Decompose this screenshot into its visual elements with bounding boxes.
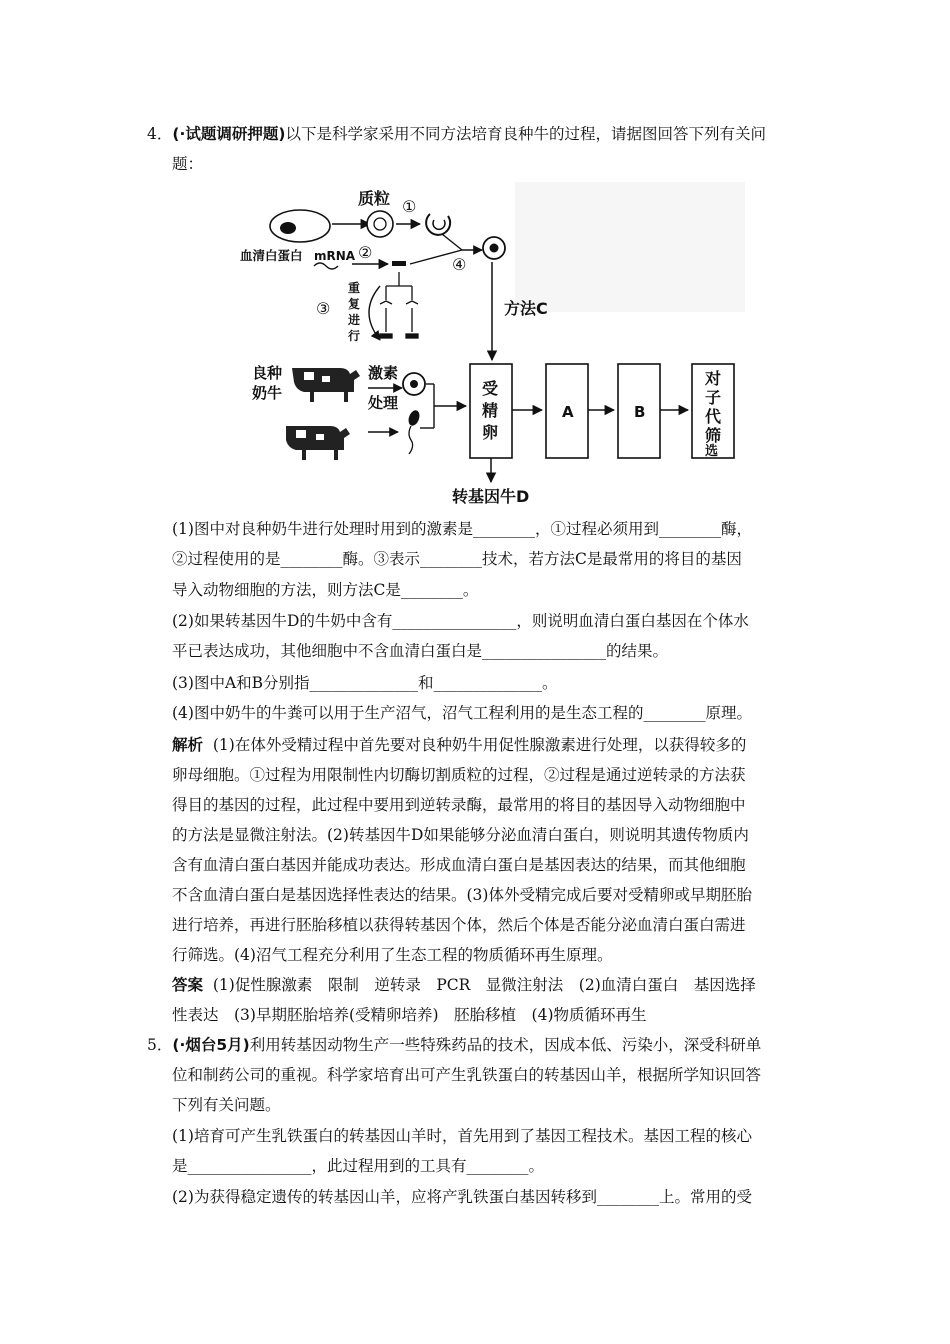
q5-sub1-line1: (1)培育可产生乳铁蛋白的转基因山羊时，首先用到了基因工程技术。基因工程的核心 (172, 1127, 752, 1145)
label-step1: ① (402, 197, 417, 216)
q5-sub2-line1: (2)为获得稳定遗传的转基因山羊，应将产乳铁蛋白基因转移到________上。常用的受 (172, 1188, 752, 1206)
donor-cell-icon (270, 210, 330, 242)
q4-stem-line2: 题： (172, 155, 204, 173)
mrna-strand-icon (314, 263, 338, 269)
q5-source: (·烟台5月) (172, 1036, 250, 1054)
q5-stem-line2: 位和制药公司的重视。科学家培育出可产生乳铁蛋白的转基因山羊，根据所学知识回答 (172, 1066, 762, 1084)
label-repeat-4: 行 (348, 329, 361, 343)
analysis-line4: 的方法是显微注射法。(2)转基因牛D如果能够分泌血清白蛋白，则说明其遗传物质内 (172, 826, 749, 844)
analysis-line2: 卵母细胞。①过程为用限制性内切酶切割质粒的过程，②过程是通过逆转录的方法获 (172, 766, 746, 784)
label-repeat-3: 进 (348, 313, 361, 327)
cow-icon-female (292, 368, 360, 402)
q5-stem-line1 (147, 1035, 761, 1055)
q4-sub2-line2: 平已表达成功，其他细胞中不含血清白蛋白是________________的结果。 (172, 642, 669, 660)
egg-cell-icon (403, 373, 425, 395)
label-elite-cow-1: 良种 (252, 364, 283, 382)
answer-line1 (172, 975, 756, 995)
label-zygote-1: 受 (482, 379, 499, 398)
analysis-line3: 得目的基因的过程，此过程中要用到逆转录酶，最常用的将目的基因导入动物细胞中 (172, 796, 746, 814)
label-plasmid: 质粒 (358, 189, 391, 208)
analysis-line6: 不含血清白蛋白是基因选择性表达的结果。(3)体外受精完成后要对受精卵或早期胚胎 (172, 886, 752, 904)
q4-sub1-line2: ②过程使用的是________酶。③表示________技术，若方法C是最常用的将目的基因 (172, 550, 742, 568)
q4-sub4: (4)图中奶牛的牛粪可以用于生产沼气，沼气工程利用的是生态工程的________原理。 (172, 704, 752, 722)
label-mrna: mRNA (314, 249, 356, 263)
label-transgenic-cow: 转基因牛D (452, 487, 530, 506)
q4-sub1-line3: 导入动物细胞的方法，则方法C是________。 (172, 581, 479, 599)
q5-stem-text: 利用转基因动物生产一些特殊药品的技术，因成本低、污染小，深受科研单 (249, 1036, 762, 1054)
q4-stem-text: 以下是科学家采用不同方法培育良种牛的过程，请据图回答下列有关问 (285, 125, 766, 143)
label-box-a: A (562, 403, 574, 421)
q4-sub1-line1: (1)图中对良种奶牛进行处理时用到的激素是________，①过程必须用到________酶， (172, 520, 752, 538)
target-gene-icon (392, 261, 406, 266)
faded-background (515, 182, 745, 312)
label-zygote-3: 卵 (482, 423, 499, 442)
label-serum-albumin: 血清白蛋白 (240, 248, 303, 263)
label-treatment: 处理 (368, 394, 399, 412)
label-hormone: 激素 (368, 364, 399, 382)
q4-sub3: (3)图中A和B分别指______________和______________。 (172, 674, 558, 692)
label-box-b: B (634, 403, 646, 421)
cow-icon-male (286, 426, 350, 460)
label-zygote-2: 精 (482, 401, 499, 420)
label-offspring-4: 筛 (705, 426, 722, 445)
label-repeat-2: 复 (348, 297, 361, 311)
analysis-line1 (172, 735, 746, 755)
plasmid-icon (367, 211, 393, 237)
label-offspring-2: 子 (705, 388, 722, 407)
line-plasmid-to-joint (442, 234, 462, 250)
recombinant-plasmid-icon (483, 237, 505, 259)
analysis-label: 解析 (172, 736, 204, 754)
sperm-icon (407, 409, 422, 454)
q4-number: 4． (147, 125, 173, 143)
answer-text-1: (1)促性腺激素 限制 逆转录 PCR 显微注射法 (2)血清白蛋白 基因选择 (212, 976, 756, 994)
breeding-diagram (230, 182, 750, 512)
analysis-line5: 含有血清白蛋白基因并能成功表达。形成血清白蛋白是基因表达的结果，而其他细胞 (172, 856, 746, 874)
q4-stem-line1 (147, 124, 766, 144)
label-method-c: 方法C (504, 299, 548, 318)
repeat-cycle-arrow (369, 286, 380, 340)
label-step4: ④ (452, 255, 467, 274)
answer-line2: 性表达 (3)早期胚胎培养(受精卵培养) 胚胎移植 (4)物质循环再生 (172, 1006, 647, 1024)
label-elite-cow-2: 奶牛 (252, 384, 283, 402)
q5-stem-line3: 下列有关问题。 (172, 1096, 281, 1114)
analysis-line8: 行筛选。(4)沼气工程充分利用了生态工程的物质循环再生原理。 (172, 946, 613, 964)
q5-number: 5． (147, 1036, 173, 1054)
q4-sub2-line1: (2)如果转基因牛D的牛奶中含有________________，则说明血清白蛋白基因在个体水 (172, 612, 749, 630)
label-step2: ② (358, 243, 373, 262)
label-offspring-1: 对 (705, 369, 722, 388)
label-step3: ③ (316, 299, 331, 318)
pcr-branches-icon (380, 272, 418, 338)
label-offspring-3: 代 (705, 407, 722, 426)
label-repeat-1: 重 (348, 281, 361, 295)
answer-label: 答案 (172, 976, 204, 994)
analysis-line7: 进行培养，再进行胚胎移植以获得转基因个体，然后个体是否能分泌血清白蛋白需进 (172, 916, 746, 934)
q5-sub1-line2: 是________________，此过程用到的工具有________。 (172, 1157, 545, 1175)
cut-plasmid-icon (426, 214, 450, 235)
analysis-text-1: (1)在体外受精过程中首先要对良种奶牛用促性腺激素进行处理，以获得较多的 (212, 736, 747, 754)
label-offspring-5: 选 (705, 444, 719, 459)
q4-source: (·试题调研押题) (172, 125, 286, 143)
